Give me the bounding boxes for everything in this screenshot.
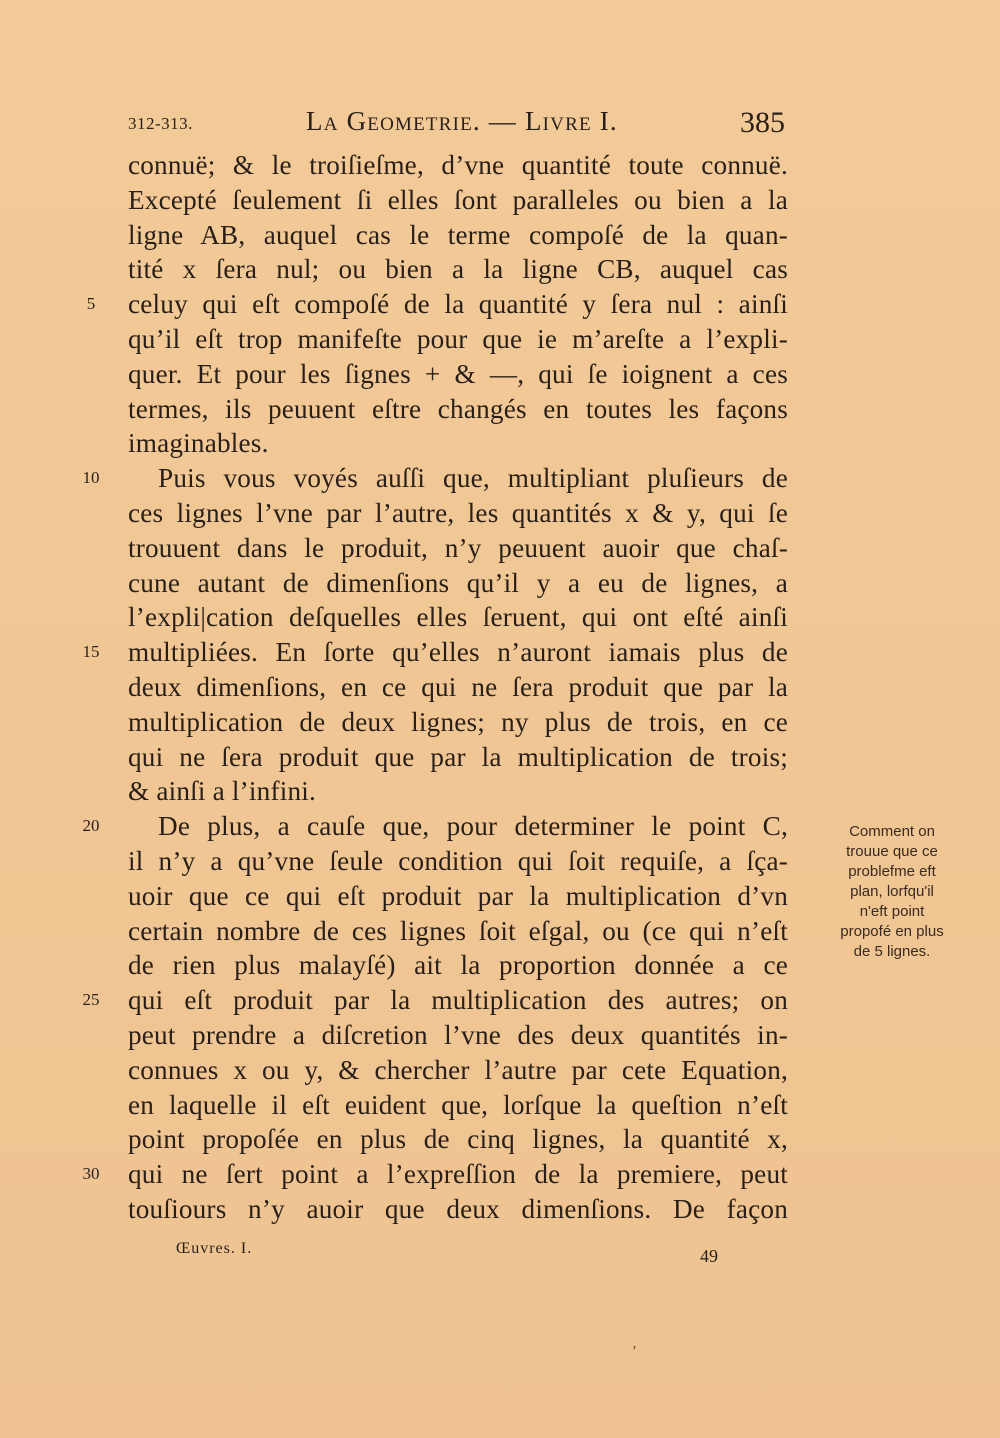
running-title: La Geometrie. — Livre I.	[306, 106, 618, 136]
text-line: connuë; & le troiſieſme, d’vne quantité toute connuë.	[128, 150, 788, 180]
text-line: ces lignes l’vne par l’autre, les quantités x & y, qui ſe	[128, 497, 788, 528]
text-line: Excepté ſeulement ſi elles ſont paralleles ou bien a la	[128, 184, 788, 215]
text-line: deux dimenſions, en ce qui ne ſera produit que par la	[128, 671, 788, 702]
text-line: uoir que ce qui eſt produit par la multiplication d’vn	[128, 880, 788, 911]
text-line: certain nombre de ces lignes ſoit eſgal, ou (ce qui n’eſt	[128, 915, 788, 946]
text-line: quer. Et pour les ſignes + & —, qui ſe ioignent a ces	[128, 358, 788, 389]
text-line: celuy qui eſt compoſé de la quantité y ſera nul : ainſi	[128, 289, 788, 320]
text-line: de rien plus malayſé) ait la proportion donnée a ce	[128, 950, 788, 981]
text-line: il n’y a qu’vne ſeule condition qui ſoit requiſe, a ſça-	[128, 845, 788, 876]
margin-note-line: n'eft point	[859, 903, 925, 920]
text-line: multipliées. En ſorte qu’elles n’auront iamais plus de	[128, 637, 788, 668]
text-line: cune autant de dimenſions qu’il y a eu de lignes, a	[128, 567, 788, 598]
text-line: qui ne ſera produit que par la multiplication de trois;	[128, 741, 788, 772]
line-number: 10	[82, 468, 100, 488]
page-range: 312-313.	[128, 114, 193, 133]
text-line: termes, ils peuuent eſtre changés en toutes les façons	[128, 393, 788, 424]
line-number: 20	[82, 816, 100, 836]
text-line: en laquelle il eſt euident que, lorſque la queſtion n’eſt	[128, 1089, 788, 1120]
margin-note	[812, 822, 972, 962]
text-line: imaginables.	[128, 428, 269, 459]
text-line: l’expli|cation deſquelles elles ſeruent, qui ont eſté ainſi	[128, 602, 788, 633]
margin-note-line: de 5 lignes.	[853, 943, 931, 960]
text-line: touſiours n’y auoir que deux dimenſions. De façon	[128, 1193, 788, 1224]
text-line: De plus, a cauſe que, pour determiner le point C,	[158, 811, 788, 842]
text-line: qui eſt produit par la multiplication des autres; on	[128, 985, 788, 1016]
text-line: qui ne ſert point a l’expreſſion de la premiere, peut	[128, 1159, 788, 1190]
margin-note-line: Comment on	[849, 823, 935, 840]
line-number: 25	[82, 990, 100, 1010]
line-number: 15	[82, 642, 100, 662]
page-number: 385	[740, 106, 785, 139]
line-number: 5	[86, 294, 96, 314]
margin-note-line: propofé en plus	[840, 923, 944, 940]
body-text	[128, 148, 788, 1227]
text-line: trouuent dans le produit, n’y peuuent auoir que chaſ-	[128, 532, 788, 563]
sheet-number: 49	[700, 1246, 718, 1266]
margin-note-line: problefme eft	[848, 863, 936, 880]
text-line: & ainſi a l’infini.	[128, 776, 317, 807]
text-line: peut prendre a diſcretion l’vne des deux quantités in-	[128, 1019, 788, 1050]
text-line: multiplication de deux lignes; ny plus de trois, en ce	[128, 706, 788, 737]
text-line: Puis vous voyés auſſi que, multipliant pluſieurs de	[158, 463, 788, 494]
text-line: qu’il eſt trop manifeſte pour que ie m’areſte a l’expli-	[128, 323, 788, 354]
margin-note-line: plan, lorfqu'il	[850, 883, 934, 900]
ink-speck: ʼ	[632, 1344, 637, 1359]
signature-mark: Œuvres. I.	[176, 1240, 253, 1257]
text-line: tité x ſera nul; ou bien a la ligne CB, auquel cas	[128, 254, 788, 285]
line-number: 30	[82, 1164, 100, 1184]
text-line: connues x ou y, & chercher l’autre par cete Equation,	[128, 1054, 788, 1085]
margin-note-line: trouue que ce	[846, 843, 938, 860]
text-line: ligne AB, auquel cas le terme compoſé de la quan-	[128, 219, 788, 250]
text-line: point propoſée en plus de cinq lignes, la quantité x,	[128, 1124, 788, 1155]
running-header	[0, 106, 1000, 142]
